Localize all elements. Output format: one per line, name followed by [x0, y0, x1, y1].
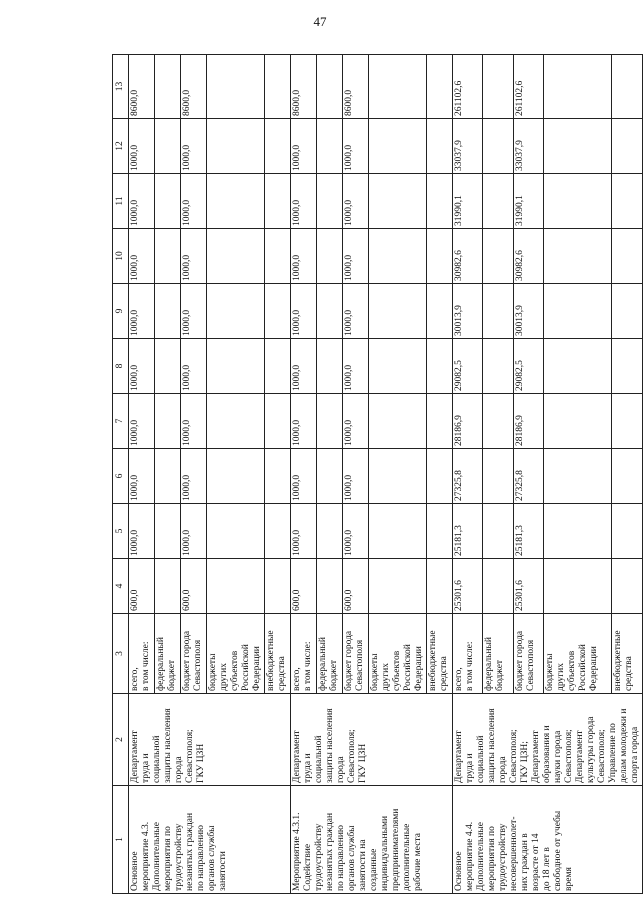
- amount-cell: [369, 339, 427, 394]
- amount-cell: 1000,0: [291, 339, 317, 394]
- funding-source-cell: [369, 614, 427, 694]
- funding-source-cell: [612, 614, 643, 694]
- column-number-header: 1: [113, 786, 129, 894]
- executor-line: социальной: [152, 735, 162, 783]
- amount-cell: 1000,0: [129, 394, 155, 449]
- activity-name-line: них граждан в: [520, 833, 530, 891]
- amount-cell: [207, 55, 265, 119]
- amount-cell: 8600,0: [343, 55, 369, 119]
- funding-source-line: Российской: [241, 644, 251, 691]
- amount-cell: 1000,0: [291, 284, 317, 339]
- column-number-header: 5: [113, 504, 129, 559]
- amount-cell: [265, 174, 291, 229]
- activity-name-line: органов службы: [207, 825, 217, 891]
- amount-cell: 1000,0: [129, 119, 155, 174]
- funding-source-cell: [291, 614, 317, 694]
- amount-cell: [317, 449, 343, 504]
- activity-name-line: индивидуальными: [380, 815, 390, 891]
- executor-line: науки города: [553, 730, 563, 783]
- activity-name-line: незанятых граждан: [325, 812, 335, 891]
- amount-cell: [544, 284, 612, 339]
- executor-cell: [129, 694, 291, 786]
- amount-cell: 30982,6: [513, 229, 543, 284]
- funding-source-line: бюджеты: [545, 653, 556, 691]
- executor-line: ГКУ ЦЗН: [358, 743, 368, 783]
- table-row: [291, 55, 317, 894]
- funding-source-line: в том числе:: [141, 641, 151, 691]
- amount-cell: 1000,0: [291, 504, 317, 559]
- amount-cell: 261102,6: [513, 55, 543, 119]
- activity-name-line: трудоустройству: [498, 823, 508, 891]
- amount-cell: [544, 55, 612, 119]
- activity-name-line: незанятых граждан: [185, 812, 195, 891]
- amount-cell: [369, 394, 427, 449]
- executor-line: Севастополя;: [185, 729, 195, 783]
- amount-cell: 1000,0: [181, 504, 207, 559]
- column-number-header: 13: [113, 55, 129, 119]
- funding-source-line: Севастополя: [525, 639, 536, 691]
- funding-source-line: других: [556, 663, 567, 691]
- amount-cell: 1000,0: [291, 174, 317, 229]
- executor-line: Департамент: [531, 730, 541, 783]
- funding-source-line: в том числе:: [303, 641, 313, 691]
- amount-cell: 261102,6: [453, 55, 483, 119]
- amount-cell: [369, 449, 427, 504]
- executor-line: Управление по: [608, 723, 618, 783]
- amount-cell: [544, 504, 612, 559]
- amount-cell: 1000,0: [129, 174, 155, 229]
- amount-cell: 31990,1: [513, 174, 543, 229]
- executor-line: Департамент: [292, 730, 302, 783]
- amount-cell: 1000,0: [129, 504, 155, 559]
- activity-name-line: мероприятие 4.3.: [141, 821, 151, 891]
- amount-cell: [427, 559, 453, 614]
- executor-line: социальной: [314, 735, 324, 783]
- funding-source-cell: [129, 614, 155, 694]
- amount-cell: 1000,0: [181, 119, 207, 174]
- amount-cell: 29082,5: [453, 339, 483, 394]
- funding-source-line: субъектов: [230, 650, 240, 691]
- amount-cell: 1000,0: [181, 174, 207, 229]
- amount-cell: [317, 504, 343, 559]
- amount-cell: [265, 394, 291, 449]
- amount-cell: [207, 394, 265, 449]
- amount-cell: 600,0: [129, 559, 155, 614]
- amount-cell: 1000,0: [343, 339, 369, 394]
- amount-cell: [265, 339, 291, 394]
- funding-source-line: средства: [277, 656, 287, 691]
- amount-cell: [317, 339, 343, 394]
- executor-cell: [291, 694, 453, 786]
- amount-cell: 30982,6: [453, 229, 483, 284]
- table-body: [129, 55, 643, 894]
- activity-name-line: Содействие: [303, 843, 313, 891]
- funding-source-line: бюджеты: [370, 653, 380, 691]
- amount-cell: [207, 339, 265, 394]
- amount-cell: [544, 229, 612, 284]
- amount-cell: [265, 504, 291, 559]
- funding-source-cell: [544, 614, 612, 694]
- amount-cell: [317, 119, 343, 174]
- table-row: [453, 55, 483, 894]
- funding-source-line: внебюджетные: [428, 630, 438, 691]
- column-number-header: 12: [113, 119, 129, 174]
- amount-cell: [317, 394, 343, 449]
- activity-name-line: несовершеннолет-: [509, 816, 519, 891]
- funding-source-line: бюджет: [495, 659, 506, 691]
- amount-cell: 1000,0: [291, 394, 317, 449]
- amount-cell: [265, 559, 291, 614]
- amount-cell: 1000,0: [181, 449, 207, 504]
- table-row: [129, 55, 155, 894]
- amount-cell: [369, 559, 427, 614]
- amount-cell: [544, 559, 612, 614]
- amount-cell: 8600,0: [129, 55, 155, 119]
- amount-cell: [483, 284, 513, 339]
- amount-cell: [369, 119, 427, 174]
- amount-cell: [612, 394, 643, 449]
- activity-name-line: трудоустройству: [314, 823, 324, 891]
- amount-cell: [265, 119, 291, 174]
- funding-source-line: всего,: [292, 667, 302, 691]
- amount-cell: 1000,0: [129, 284, 155, 339]
- amount-cell: [317, 559, 343, 614]
- column-number-header: 4: [113, 559, 129, 614]
- amount-cell: 33037,9: [513, 119, 543, 174]
- funding-source-line: федеральный: [318, 637, 328, 691]
- amount-cell: 30013,9: [513, 284, 543, 339]
- activity-name-line: по направлению: [196, 824, 206, 891]
- activity-name-line: мероприятия по: [487, 826, 497, 891]
- amount-cell: [483, 559, 513, 614]
- amount-cell: [369, 55, 427, 119]
- funding-source-cell: [513, 614, 543, 694]
- amount-cell: [483, 394, 513, 449]
- amount-cell: [544, 174, 612, 229]
- amount-cell: [155, 284, 181, 339]
- amount-cell: [207, 284, 265, 339]
- amount-cell: 600,0: [181, 559, 207, 614]
- column-number-header: 11: [113, 174, 129, 229]
- column-number-header: 7: [113, 394, 129, 449]
- activity-name-line: мероприятие 4.4.: [465, 821, 475, 891]
- amount-cell: [483, 55, 513, 119]
- funding-source-line: Российской: [578, 644, 589, 691]
- amount-cell: [155, 339, 181, 394]
- amount-cell: [369, 229, 427, 284]
- funding-source-line: всего,: [130, 667, 140, 691]
- funding-source-cell: [207, 614, 265, 694]
- funding-source-cell: [181, 614, 207, 694]
- executor-line: города: [498, 756, 508, 783]
- activity-name-line: Основное: [454, 851, 464, 891]
- activity-name-line: предпринимателями: [391, 808, 401, 891]
- funding-source-line: бюджет: [167, 659, 177, 691]
- amount-cell: [612, 284, 643, 339]
- funding-source-line: Севастополя: [193, 639, 203, 691]
- executor-line: города: [174, 756, 184, 783]
- amount-cell: [483, 449, 513, 504]
- funding-source-line: внебюджетные: [266, 630, 276, 691]
- amount-cell: [317, 229, 343, 284]
- amount-cell: 25301,6: [513, 559, 543, 614]
- amount-cell: 8600,0: [181, 55, 207, 119]
- amount-cell: [612, 559, 643, 614]
- amount-cell: 25181,3: [453, 504, 483, 559]
- amount-cell: [265, 55, 291, 119]
- amount-cell: 1000,0: [291, 229, 317, 284]
- activity-name-line: по направлению: [336, 824, 346, 891]
- funding-source-line: Федерации: [252, 646, 262, 691]
- amount-cell: 27325,8: [513, 449, 543, 504]
- funding-source-cell: [483, 614, 513, 694]
- amount-cell: [427, 449, 453, 504]
- funding-source-cell: [155, 614, 181, 694]
- amount-cell: 1000,0: [181, 229, 207, 284]
- activity-name-line: занятости на: [358, 839, 368, 891]
- amount-cell: [155, 504, 181, 559]
- amount-cell: [483, 174, 513, 229]
- column-number-header: 9: [113, 284, 129, 339]
- amount-cell: [155, 55, 181, 119]
- amount-cell: 1000,0: [291, 119, 317, 174]
- amount-cell: [483, 504, 513, 559]
- amount-cell: 1000,0: [129, 229, 155, 284]
- funding-source-line: в том числе:: [465, 641, 475, 691]
- amount-cell: [317, 55, 343, 119]
- activity-name-cell: [129, 786, 291, 894]
- amount-cell: 33037,9: [453, 119, 483, 174]
- executor-line: Севастополя;: [347, 729, 357, 783]
- funding-source-line: средства: [439, 656, 449, 691]
- amount-cell: [612, 339, 643, 394]
- amount-cell: 29082,5: [513, 339, 543, 394]
- amount-cell: 1000,0: [343, 229, 369, 284]
- amount-cell: 1000,0: [291, 449, 317, 504]
- executor-line: Севастополя;: [597, 729, 607, 783]
- executor-line: труда и: [465, 753, 475, 783]
- executor-line: Севастополя;: [509, 729, 519, 783]
- amount-cell: 1000,0: [343, 284, 369, 339]
- executor-line: ГКУ ЦЗН;: [520, 741, 530, 783]
- executor-line: защиты населения: [163, 708, 173, 783]
- amount-cell: 1000,0: [343, 504, 369, 559]
- column-number-header: 8: [113, 339, 129, 394]
- funding-source-cell: [453, 614, 483, 694]
- amount-cell: [369, 284, 427, 339]
- column-number-header: 6: [113, 449, 129, 504]
- amount-cell: [265, 449, 291, 504]
- amount-cell: [612, 449, 643, 504]
- amount-cell: [427, 339, 453, 394]
- amount-cell: 1000,0: [343, 394, 369, 449]
- funding-source-line: федеральный: [156, 637, 166, 691]
- amount-cell: [483, 119, 513, 174]
- executor-line: Севастополя;: [564, 729, 574, 783]
- amount-cell: [612, 229, 643, 284]
- amount-cell: [317, 174, 343, 229]
- funding-source-line: других: [219, 663, 229, 691]
- amount-cell: [483, 229, 513, 284]
- amount-cell: [427, 55, 453, 119]
- amount-cell: [612, 119, 643, 174]
- amount-cell: 1000,0: [343, 449, 369, 504]
- executor-line: Департамент: [454, 730, 464, 783]
- page-number: 47: [313, 14, 327, 29]
- executor-cell: [453, 694, 643, 786]
- column-number-header: 10: [113, 229, 129, 284]
- amount-cell: [427, 174, 453, 229]
- executor-line: защиты населения: [487, 708, 497, 783]
- funding-source-line: всего,: [454, 667, 464, 691]
- activity-name-line: время: [564, 867, 574, 891]
- amount-cell: [207, 559, 265, 614]
- amount-cell: [265, 284, 291, 339]
- amount-cell: [612, 55, 643, 119]
- activity-name-line: мероприятия по: [163, 826, 173, 891]
- funding-source-cell: [317, 614, 343, 694]
- amount-cell: [207, 174, 265, 229]
- funding-source-line: бюджет города: [344, 630, 354, 691]
- executor-line: спорта города: [630, 726, 640, 783]
- amount-cell: [207, 229, 265, 284]
- amount-cell: 31990,1: [453, 174, 483, 229]
- activity-name-line: возрасте от 14: [531, 833, 541, 891]
- budget-table: [112, 54, 643, 894]
- funding-source-line: бюджет города: [182, 630, 192, 691]
- funding-source-line: других: [381, 663, 391, 691]
- amount-cell: [544, 449, 612, 504]
- amount-cell: [427, 504, 453, 559]
- amount-cell: [155, 559, 181, 614]
- amount-cell: [155, 449, 181, 504]
- funding-source-line: субъектов: [567, 650, 578, 691]
- amount-cell: 1000,0: [343, 119, 369, 174]
- executor-line: труда и: [303, 753, 313, 783]
- amount-cell: [207, 449, 265, 504]
- amount-cell: 600,0: [343, 559, 369, 614]
- amount-cell: [265, 229, 291, 284]
- amount-cell: [155, 119, 181, 174]
- executor-line: защиты населения: [325, 708, 335, 783]
- activity-name-line: Дополнительные: [476, 822, 486, 891]
- activity-name-line: органов службы: [347, 825, 357, 891]
- funding-source-line: Севастополя: [355, 639, 365, 691]
- activity-name-line: рабочие места: [413, 833, 423, 891]
- column-number-header: 2: [113, 694, 129, 786]
- amount-cell: 1000,0: [181, 394, 207, 449]
- amount-cell: 1000,0: [181, 339, 207, 394]
- funding-source-line: бюджеты: [208, 653, 218, 691]
- funding-source-line: средства: [624, 656, 635, 691]
- amount-cell: [369, 174, 427, 229]
- activity-name-cell: [291, 786, 453, 894]
- amount-cell: [155, 394, 181, 449]
- executor-line: города: [336, 756, 346, 783]
- amount-cell: [483, 339, 513, 394]
- amount-cell: [155, 174, 181, 229]
- amount-cell: 28186,9: [453, 394, 483, 449]
- executor-line: культуры города: [586, 716, 596, 783]
- funding-source-line: бюджет города: [514, 630, 525, 691]
- activity-name-line: занятости: [218, 851, 228, 891]
- executor-line: социальной: [476, 735, 486, 783]
- funding-source-line: Федерации: [589, 646, 600, 691]
- amount-cell: 25301,6: [453, 559, 483, 614]
- amount-cell: [612, 174, 643, 229]
- amount-cell: 27325,8: [453, 449, 483, 504]
- executor-line: образования и: [542, 725, 552, 783]
- funding-source-cell: [265, 614, 291, 694]
- amount-cell: 30013,9: [453, 284, 483, 339]
- executor-line: труда и: [141, 753, 151, 783]
- amount-cell: [369, 504, 427, 559]
- activity-name-line: свободное от учебы: [553, 810, 563, 891]
- funding-source-line: федеральный: [484, 637, 495, 691]
- activity-name-cell: [453, 786, 643, 894]
- column-number-header: 3: [113, 614, 129, 694]
- amount-cell: [544, 394, 612, 449]
- activity-name-line: Мероприятие 4.3.1.: [292, 812, 302, 891]
- amount-cell: [207, 119, 265, 174]
- amount-cell: 8600,0: [291, 55, 317, 119]
- amount-cell: [544, 339, 612, 394]
- column-number-row: [113, 55, 129, 894]
- funding-source-cell: [343, 614, 369, 694]
- executor-line: Департамент: [575, 730, 585, 783]
- amount-cell: 600,0: [291, 559, 317, 614]
- activity-name-line: трудоустройству: [174, 823, 184, 891]
- executor-line: делам молодежи и: [619, 708, 629, 783]
- activity-name-line: дополнительные: [402, 823, 412, 891]
- amount-cell: [427, 119, 453, 174]
- activity-name-line: созданные: [369, 848, 379, 891]
- funding-source-line: субъектов: [392, 650, 402, 691]
- executor-line: Департамент: [130, 730, 140, 783]
- amount-cell: [317, 284, 343, 339]
- amount-cell: 1000,0: [129, 449, 155, 504]
- amount-cell: 1000,0: [181, 284, 207, 339]
- activity-name-line: Основное: [130, 851, 140, 891]
- amount-cell: [612, 504, 643, 559]
- funding-source-cell: [427, 614, 453, 694]
- amount-cell: [207, 504, 265, 559]
- activity-name-line: до 18 лет в: [542, 847, 552, 891]
- amount-cell: [155, 229, 181, 284]
- amount-cell: [427, 394, 453, 449]
- funding-source-line: Российской: [403, 644, 413, 691]
- funding-source-line: внебюджетные: [613, 630, 624, 691]
- executor-line: ГКУ ЦЗН: [196, 743, 206, 783]
- amount-cell: [427, 229, 453, 284]
- amount-cell: 1000,0: [129, 339, 155, 394]
- funding-source-line: Федерации: [414, 646, 424, 691]
- amount-cell: [427, 284, 453, 339]
- funding-source-line: бюджет: [329, 659, 339, 691]
- amount-cell: 25181,3: [513, 504, 543, 559]
- amount-cell: [544, 119, 612, 174]
- amount-cell: 28186,9: [513, 394, 543, 449]
- amount-cell: 1000,0: [343, 174, 369, 229]
- activity-name-line: Дополнительные: [152, 822, 162, 891]
